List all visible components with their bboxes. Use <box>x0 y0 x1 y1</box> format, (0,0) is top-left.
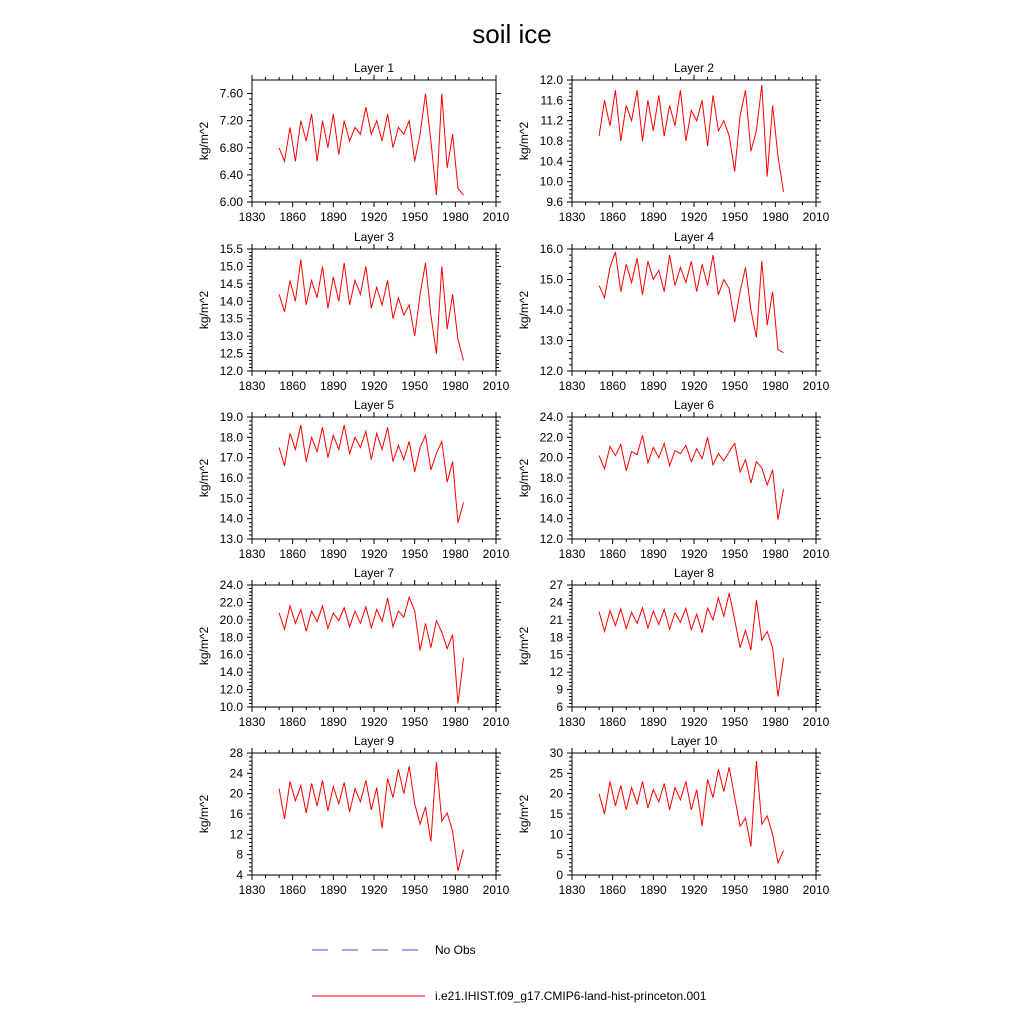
x-tick-label: 1980 <box>761 715 789 729</box>
x-tick-label: 1860 <box>279 210 307 224</box>
y-tick-label: 20 <box>549 786 563 801</box>
x-tick-label: 1830 <box>238 547 266 561</box>
y-axis-label: kg/m^2 <box>517 121 531 161</box>
y-tick-label: 18 <box>549 630 563 645</box>
x-tick-label: 1860 <box>599 210 627 224</box>
x-tick-label: 1860 <box>279 547 307 561</box>
y-tick-label: 12.5 <box>219 346 243 361</box>
y-tick-label: 15.0 <box>219 491 243 506</box>
y-tick-label: 20.0 <box>219 612 243 627</box>
x-tick-label: 1830 <box>558 715 586 729</box>
x-tick-label: 1980 <box>441 715 469 729</box>
series-line <box>279 597 463 703</box>
x-tick-label: 1920 <box>680 547 708 561</box>
y-tick-label: 22.0 <box>219 595 243 610</box>
y-tick-label: 12.0 <box>539 532 563 546</box>
x-tick-label: 1950 <box>721 715 749 729</box>
x-tick-label: 1980 <box>441 547 469 561</box>
x-tick-label: 1980 <box>761 883 789 897</box>
y-tick-label: 18.0 <box>539 471 563 485</box>
x-tick-label: 1890 <box>639 883 667 897</box>
x-tick-label: 1830 <box>558 379 586 393</box>
y-tick-label: 18.0 <box>219 630 243 645</box>
x-tick-label: 1920 <box>360 210 388 224</box>
plot-frame <box>572 753 816 875</box>
y-tick-label: 17.0 <box>219 450 243 465</box>
legend <box>312 943 707 1003</box>
y-axis-label: kg/m^2 <box>197 121 211 161</box>
y-tick-label: 14.0 <box>219 511 243 526</box>
y-tick-label: 12.0 <box>219 364 243 378</box>
panel-title: Layer 1 <box>353 61 395 75</box>
y-tick-label: 9.6 <box>546 195 563 209</box>
panel-grid <box>197 61 830 897</box>
panel-title: Layer 4 <box>673 230 715 244</box>
panel-layer-7 <box>197 566 510 729</box>
y-tick-label: 18.0 <box>219 430 243 445</box>
x-tick-label: 2010 <box>482 210 510 224</box>
y-axis-label: kg/m^2 <box>197 458 211 498</box>
y-tick-label: 14.0 <box>219 294 243 309</box>
x-tick-label: 1860 <box>599 547 627 561</box>
plot-frame <box>252 753 496 875</box>
panel-layer-4 <box>517 230 830 393</box>
y-tick-label: 12 <box>229 827 243 842</box>
plot-frame <box>252 417 496 539</box>
x-tick-label: 1860 <box>279 883 307 897</box>
legend-model-label: i.e21.IHIST.f09_g17.CMIP6-land-hist-princeton.001 <box>435 989 707 1003</box>
panel-layer-2 <box>517 61 830 224</box>
x-tick-label: 1860 <box>279 379 307 393</box>
x-tick-label: 1890 <box>639 547 667 561</box>
x-tick-label: 1890 <box>639 715 667 729</box>
x-tick-label: 1980 <box>441 379 469 393</box>
x-tick-label: 1890 <box>319 547 347 561</box>
y-tick-label: 4 <box>236 868 243 882</box>
panel-layer-10 <box>517 734 830 897</box>
series-line <box>599 85 783 192</box>
x-tick-label: 1890 <box>319 379 347 393</box>
y-tick-label: 11.2 <box>540 113 563 128</box>
y-tick-label: 22.0 <box>539 430 563 445</box>
y-tick-label: 13.0 <box>539 333 563 348</box>
x-tick-label: 1830 <box>558 547 586 561</box>
panel-title: Layer 8 <box>673 566 715 580</box>
x-tick-label: 1920 <box>360 883 388 897</box>
series-line <box>279 425 463 523</box>
y-tick-label: 10.0 <box>219 700 243 714</box>
y-tick-label: 19.0 <box>219 410 243 424</box>
y-tick-label: 24.0 <box>219 578 243 592</box>
x-tick-label: 2010 <box>482 715 510 729</box>
y-tick-label: 30 <box>549 746 563 760</box>
plot-frame <box>252 80 496 202</box>
y-tick-label: 15 <box>549 807 563 821</box>
y-tick-label: 11.6 <box>540 93 563 108</box>
y-tick-label: 16.0 <box>219 471 243 485</box>
panel-title: Layer 10 <box>670 734 718 748</box>
x-tick-label: 1980 <box>761 210 789 224</box>
legend-obs-label: No Obs <box>435 943 476 957</box>
x-tick-label: 1950 <box>401 883 429 897</box>
series-line <box>599 252 783 353</box>
x-tick-label: 1920 <box>360 547 388 561</box>
series-line <box>279 94 463 196</box>
y-tick-label: 27 <box>549 578 563 592</box>
y-tick-label: 13.5 <box>219 311 243 326</box>
y-tick-label: 14.5 <box>219 276 243 291</box>
panel-layer-8 <box>517 566 830 729</box>
y-tick-label: 16 <box>229 807 243 821</box>
panel-layer-6 <box>517 398 830 561</box>
plot-frame <box>572 80 816 202</box>
x-tick-label: 1980 <box>761 379 789 393</box>
x-tick-label: 1830 <box>238 379 266 393</box>
x-tick-label: 1950 <box>401 379 429 393</box>
y-tick-label: 6.00 <box>219 195 243 209</box>
y-tick-label: 5 <box>556 847 563 862</box>
x-tick-label: 1950 <box>401 210 429 224</box>
panel-title: Layer 7 <box>353 566 395 580</box>
y-axis-label: kg/m^2 <box>517 458 531 498</box>
y-tick-label: 12.0 <box>539 364 563 378</box>
series-line <box>279 762 463 871</box>
y-tick-label: 16.0 <box>219 647 243 662</box>
panel-layer-9 <box>197 734 510 897</box>
y-tick-label: 24 <box>549 595 563 610</box>
x-tick-label: 1980 <box>441 210 469 224</box>
x-tick-label: 1830 <box>238 883 266 897</box>
x-tick-label: 1950 <box>721 210 749 224</box>
x-tick-label: 1830 <box>558 883 586 897</box>
y-tick-label: 28 <box>229 746 243 760</box>
y-tick-label: 16.0 <box>539 491 563 506</box>
x-tick-label: 1950 <box>721 547 749 561</box>
x-tick-label: 1890 <box>319 715 347 729</box>
panel-title: Layer 9 <box>353 734 395 748</box>
y-tick-label: 20.0 <box>539 450 563 465</box>
panel-layer-3 <box>197 230 510 393</box>
y-tick-label: 16.0 <box>539 242 563 256</box>
y-tick-label: 20 <box>229 786 243 801</box>
series-line <box>599 761 783 863</box>
x-tick-label: 1920 <box>680 379 708 393</box>
y-tick-label: 8 <box>236 847 243 862</box>
plot-frame <box>572 417 816 539</box>
plot-frame <box>572 249 816 371</box>
panel-title: Layer 3 <box>353 230 395 244</box>
x-tick-label: 2010 <box>482 547 510 561</box>
y-tick-label: 14.0 <box>539 303 563 317</box>
y-tick-label: 6.40 <box>219 167 243 182</box>
x-tick-label: 1920 <box>680 883 708 897</box>
y-tick-label: 7.60 <box>219 86 243 101</box>
y-tick-label: 14.0 <box>539 511 563 526</box>
x-tick-label: 1950 <box>401 547 429 561</box>
x-tick-label: 1980 <box>441 883 469 897</box>
x-tick-label: 1920 <box>360 715 388 729</box>
x-tick-label: 1890 <box>639 379 667 393</box>
x-tick-label: 1920 <box>680 210 708 224</box>
x-tick-label: 1950 <box>721 883 749 897</box>
x-tick-label: 1980 <box>761 547 789 561</box>
y-axis-label: kg/m^2 <box>517 794 531 834</box>
x-tick-label: 2010 <box>482 379 510 393</box>
y-tick-label: 21 <box>549 612 563 627</box>
series-line <box>599 435 783 519</box>
panel-title: Layer 5 <box>353 398 395 412</box>
x-tick-label: 1830 <box>238 210 266 224</box>
x-tick-label: 2010 <box>802 715 830 729</box>
panel-title: Layer 2 <box>673 61 715 75</box>
x-tick-label: 1860 <box>599 715 627 729</box>
y-axis-label: kg/m^2 <box>197 290 211 330</box>
y-tick-label: 9 <box>556 682 563 697</box>
plot-frame <box>252 249 496 371</box>
y-tick-label: 24 <box>229 766 243 781</box>
y-axis-label: kg/m^2 <box>197 626 211 666</box>
y-tick-label: 15.5 <box>219 242 243 256</box>
y-tick-label: 7.20 <box>219 113 243 128</box>
y-tick-label: 0 <box>556 868 563 882</box>
x-tick-label: 2010 <box>802 210 830 224</box>
y-tick-label: 15.0 <box>219 259 243 274</box>
y-tick-label: 10.4 <box>539 154 563 169</box>
x-tick-label: 1950 <box>401 715 429 729</box>
x-tick-label: 1830 <box>238 715 266 729</box>
y-axis-label: kg/m^2 <box>517 626 531 666</box>
y-tick-label: 12.0 <box>219 682 243 697</box>
x-tick-label: 1890 <box>639 210 667 224</box>
figure-title: soil ice <box>472 19 552 49</box>
y-tick-label: 13.0 <box>219 532 243 546</box>
x-tick-label: 2010 <box>482 883 510 897</box>
y-tick-label: 6 <box>556 700 563 714</box>
x-tick-label: 2010 <box>802 379 830 393</box>
x-tick-label: 1860 <box>599 883 627 897</box>
panel-layer-1 <box>197 61 510 224</box>
y-tick-label: 25 <box>549 766 563 781</box>
series-line <box>279 260 463 361</box>
y-tick-label: 12 <box>549 665 563 680</box>
y-tick-label: 6.80 <box>219 140 243 155</box>
y-axis-label: kg/m^2 <box>197 794 211 834</box>
x-tick-label: 1890 <box>319 883 347 897</box>
y-tick-label: 10.0 <box>539 174 563 189</box>
y-tick-label: 10.8 <box>539 134 563 148</box>
y-tick-label: 15 <box>549 647 563 662</box>
y-tick-label: 15.0 <box>539 272 563 287</box>
y-tick-label: 24.0 <box>539 410 563 424</box>
x-tick-label: 2010 <box>802 883 830 897</box>
x-tick-label: 2010 <box>802 547 830 561</box>
y-tick-label: 13.0 <box>219 329 243 344</box>
x-tick-label: 1950 <box>721 379 749 393</box>
series-line <box>599 593 783 696</box>
y-tick-label: 14.0 <box>219 665 243 680</box>
x-tick-label: 1890 <box>319 210 347 224</box>
panel-layer-5 <box>197 398 510 561</box>
x-tick-label: 1860 <box>599 379 627 393</box>
y-tick-label: 10 <box>549 827 563 842</box>
x-tick-label: 1860 <box>279 715 307 729</box>
y-tick-label: 12.0 <box>539 73 563 87</box>
y-axis-label: kg/m^2 <box>517 290 531 330</box>
panel-title: Layer 6 <box>673 398 715 412</box>
x-tick-label: 1920 <box>360 379 388 393</box>
x-tick-label: 1830 <box>558 210 586 224</box>
x-tick-label: 1920 <box>680 715 708 729</box>
